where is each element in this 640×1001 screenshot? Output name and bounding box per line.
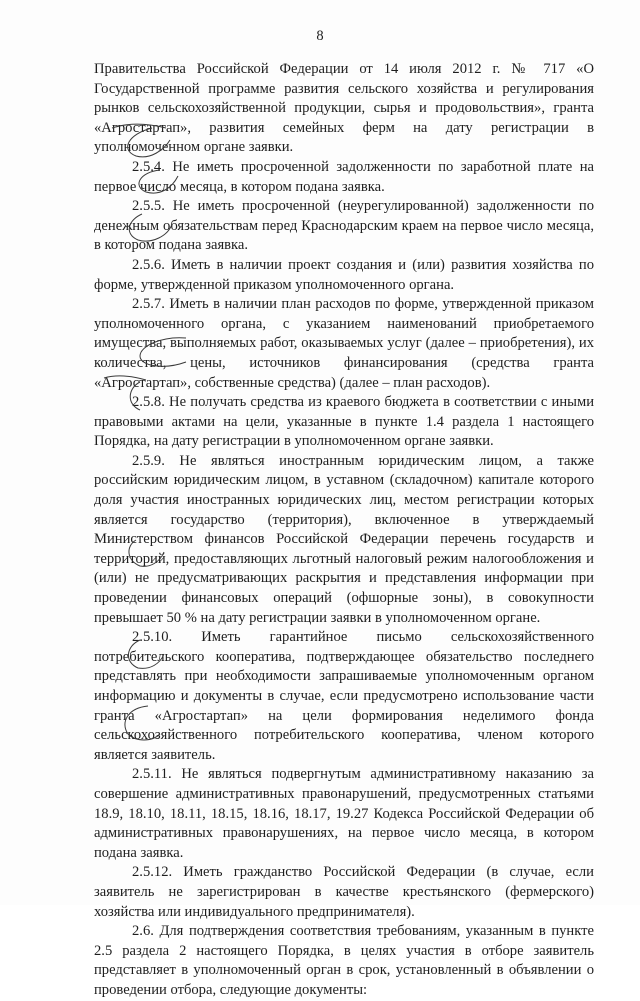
paragraph-2-5-5: 2.5.5. Не иметь просроченной (неурегулированной) задолженности по денежным обязательствам перед Краснодарским краем на первое число месяца, в котором подана заявка. [94,198,594,254]
paragraph-2-5-9: 2.5.9. Не являться иностранным юридическим лицом, а также российским юридическим лицом, в уставном (складочном) капитале которого доля участия иностранных юридических лиц, местом регистрации которых является государство (территория), включенное в утверждаемый Министерством финансов Российской Федерации перечень государств и территорий, предоставляющих льготный налоговый режим налогообложения и (или) не предусматривающих раскрытия и представления информации при проведении финансовых операций (офшорные зоны), в совокупности превышает 50 % на дату регистрации заявки в уполномоченном органе. [94,452,594,626]
paragraph-2-5-11: 2.5.11. Не являться подвергнутым административному наказанию за совершение административных правонарушений, предусмотренных статьями 18.9, 18.10, 18.11, 18.15, 18.16, 18.17, 19.27 Кодекса Российской Федерации об административных правонарушениях, на первое число месяца, в котором подана заявка. [94,766,594,861]
paragraph-2-5-4: 2.5.4. Не иметь просроченной задолженности по заработной плате на первое число месяца, в котором подана заявка. [94,158,594,195]
paragraph-2-6: 2.6. Для подтверждения соответствия требованиям, указанным в пункте 2.5 раздела 2 настоящего Порядка, в целях участия в отборе заявитель представляет в уполномоченный орган в срок, установленный в объявлении о проведении отбора, следующие документы: [94,923,594,998]
paragraph-2-5-10: 2.5.10. Иметь гарантийное письмо сельскохозяйственного потребительского кооператива, подтверждающее обязательство последнего представлять при необходимости запрашиваемые уполномоченным органом информацию и документы в случае, если предусмотрено использование части гранта «Агростартап» на цели формирования неделимого фонда сельскохозяйственного потребительского кооператива, членом которого является заявитель. [94,629,594,763]
paragraph-continuation: Правительства Российской Федерации от 14 июля 2012 г. № 717 «О Государственной программе развития сельского хозяйства и регулирования рынков сельскохозяйственной продукции, сырья и продовольствия», гранта «Агростартап», развития семейных ферм на дату регистрации в уполномоченном органе заявки. [94,61,594,156]
paragraph-2-5-8: 2.5.8. Не получать средства из краевого бюджета в соответствии с иными правовыми актами на цели, указанные в пункте 1.4 раздела 1 настоящего Порядка, на дату регистрации в уполномоченном органе заявки. [94,394,594,450]
paragraph-2-5-12: 2.5.12. Иметь гражданство Российской Федерации (в случае, если заявитель не зарегистрирован в качестве крестьянского (фермерского) хозяйства или индивидуального предпринимателя). [94,864,594,920]
paragraph-2-5-6: 2.5.6. Иметь в наличии проект создания и (или) развития хозяйства по форме, утвержденной приказом уполномоченного органа. [94,256,594,293]
document-body [94,60,594,1001]
paragraph-2-5-7: 2.5.7. Иметь в наличии план расходов по форме, утвержденной приказом уполномоченного органа, с указанием наименований приобретаемого имущества, выполняемых работ, оказываемых услуг (далее – приобретения), их количества, цены, источников финансирования (средства гранта «Агростартап», собственные средства) (далее – план расходов). [94,296,594,391]
page-number: 8 [316,28,324,44]
